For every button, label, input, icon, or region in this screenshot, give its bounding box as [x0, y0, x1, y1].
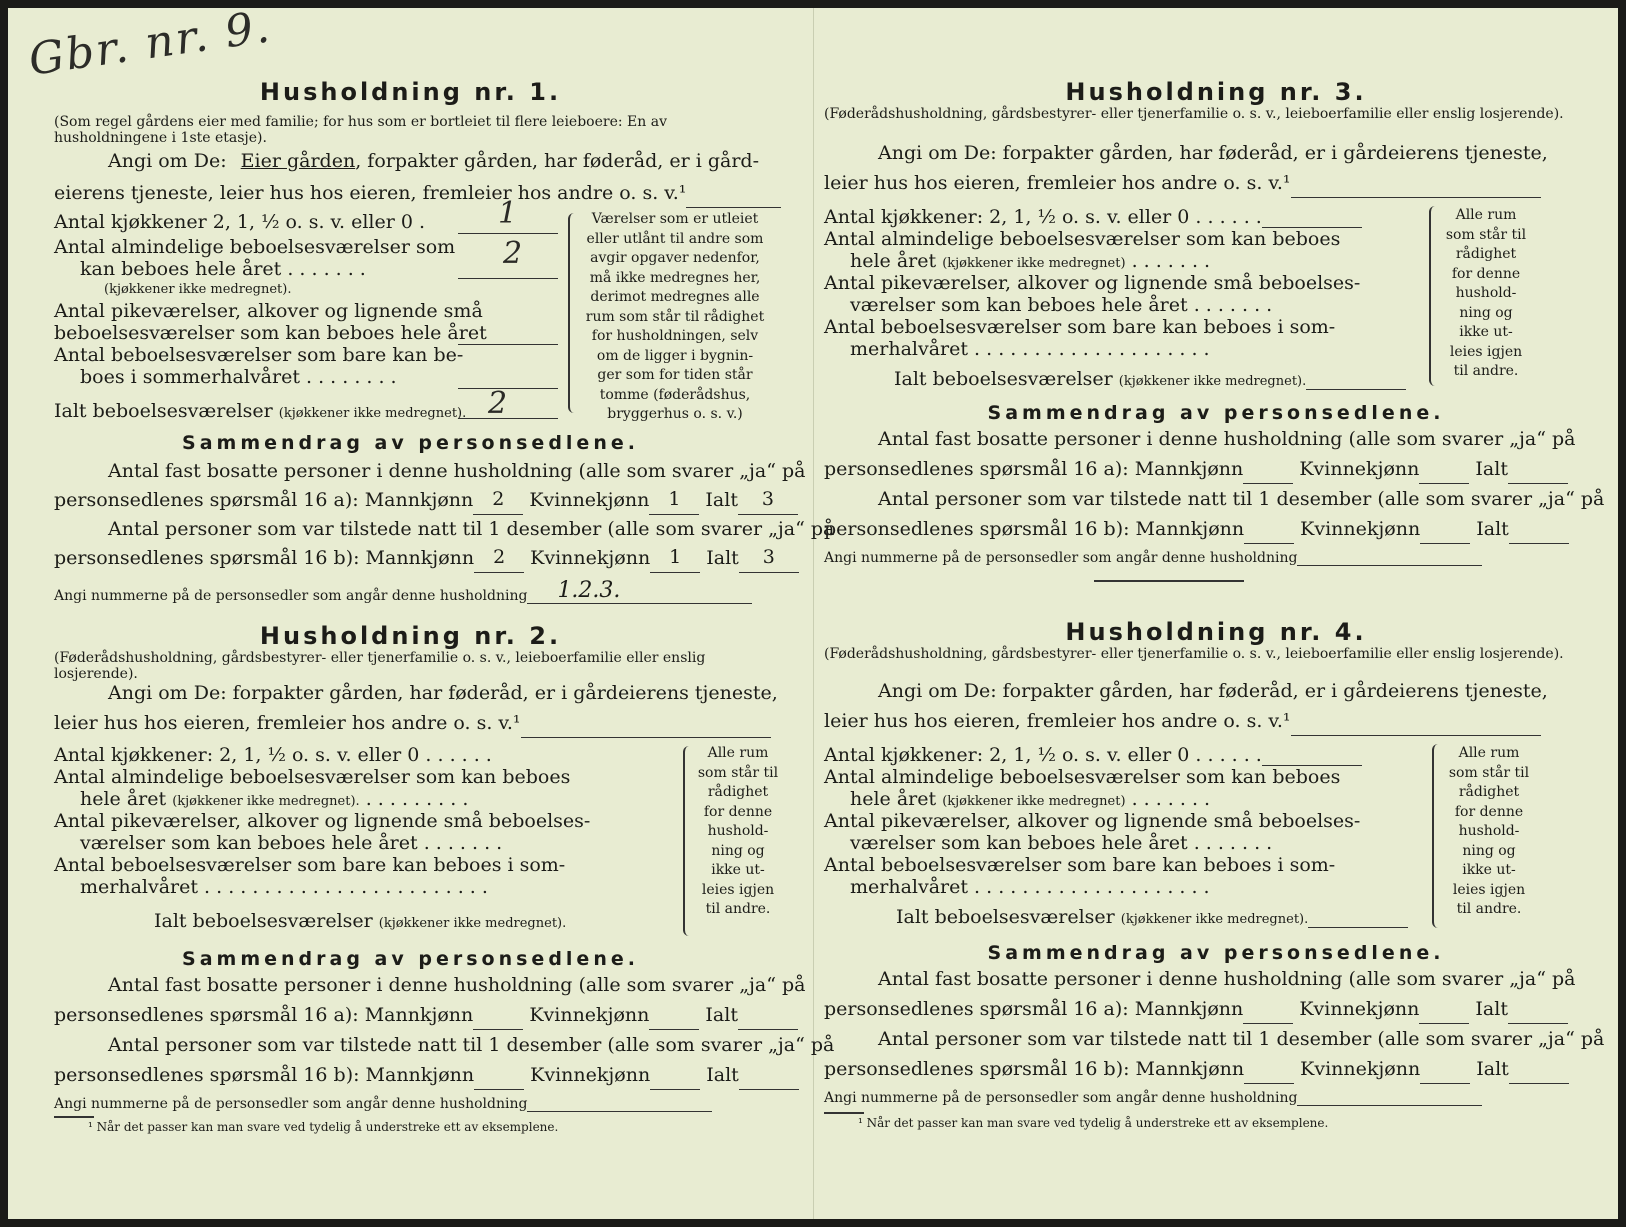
sommer2-label: merhalvåret [850, 338, 969, 360]
hh3-sommer-row1: Antal beboelsesværelser som bare kan beboes i som- [824, 316, 1336, 338]
kv-label: Kvinnekjønn [1299, 998, 1420, 1020]
ialt-label: Ialt beboelsesværelser [896, 906, 1115, 928]
ialt-note: (kjøkkener ikke medregnet). [1118, 374, 1307, 389]
brace-note-line: for denne [1454, 803, 1524, 820]
hh3-almind-row1: Antal almindelige beboelsesværelser som kan beboes [824, 228, 1341, 250]
hh4-almind-row2: hele året (kjøkkener ikke medregnet) . . . . . . . [850, 788, 1211, 810]
brace-note-line: som står til [1445, 226, 1527, 243]
hh3-angi1: Angi om De: forpakter gården, har føderåd, er i gårdeierens tjeneste, [878, 142, 1548, 164]
angi-label: Angi om De: [108, 150, 227, 172]
hh2-s1a: Antal fast bosatte personer i denne husholdning (alle som svarer „ja“ på [108, 974, 806, 996]
brace-note-line: bryggerhus o. s. v.) [607, 406, 743, 422]
household-2-title: Husholdning nr. 2. [259, 622, 562, 650]
hh2-almind-row2: hele året (kjøkkener ikke medregnet). . . . . . . . . . [80, 788, 469, 810]
ialt-note: (kjøkkener ikke medregnet). [1120, 912, 1309, 927]
hh3-s2a: Antal personer som var tilstede natt til 1 desember (alle som svarer „ja“ på [878, 488, 1605, 510]
num-label: Angi nummerne på de personsedler som angår denne husholdning [824, 550, 1298, 566]
ialt-label-a: Ialt [1475, 998, 1508, 1020]
hh2-s1b [54, 1000, 798, 1030]
kjokken-label: Antal kjøkkener: 2, 1, ½ o. s. v. eller 0 [824, 206, 1190, 228]
ialt-note: (kjøkkener ikke medregnet). [378, 916, 567, 931]
brace-note-line: for husholdningen, selv [591, 328, 759, 344]
kv-label: Kvinnekjønn [1299, 458, 1420, 480]
s2b-label: personsedlenes spørsmål 16 b): Mannkjønn [824, 1058, 1245, 1080]
pike2-label: værelser som kan beboes hele året [850, 294, 1188, 316]
household-3-title: Husholdning nr. 3. [1065, 78, 1367, 106]
ialt-label: Ialt beboelsesværelser [54, 400, 273, 422]
kv-label: Kvinnekjønn [529, 1004, 650, 1026]
kv-label-b: Kvinnekjønn [530, 547, 651, 569]
brace-note-line: for denne [1451, 265, 1521, 282]
s2b-label: personsedlenes spørsmål 16 b): Mannkjønn [54, 1064, 475, 1086]
hh3-ialt-row [894, 368, 1406, 390]
brace-note-line: rum som står til rådighet [585, 308, 765, 325]
hh1-mk-b[interactable]: 2 [474, 542, 524, 573]
hh1-almind-note: (kjøkkener ikke medregnet). [104, 282, 292, 297]
hh4-pike-row2: værelser som kan beboes hele året . . . . . . . [850, 832, 1273, 854]
hh1-num-value[interactable]: 1.2.3. [527, 578, 752, 604]
hh2-s2a: Antal personer som var tilstede natt til 1 desember (alle som svarer „ja“ på [108, 1034, 835, 1056]
almind2-note: (kjøkkener ikke medregnet) [942, 256, 1126, 271]
hh4-brace-note [1439, 744, 1539, 920]
hh2-ialt-row [154, 910, 566, 932]
hh3-mk-b[interactable] [1244, 543, 1294, 544]
hh4-s2b [824, 1054, 1569, 1084]
hh4-ialt-b[interactable] [1509, 1083, 1569, 1084]
hh1-almind-row1 [54, 236, 455, 258]
almind-label2: kan beboes hele året [80, 258, 282, 280]
brace-note-line: ger som for tiden står [597, 367, 753, 383]
brace-note-line: hushold- [1455, 285, 1517, 301]
hh4-sommer-row1: Antal beboelsesværelser som bare kan beboes i som- [824, 854, 1336, 876]
hh1-summary-title: Sammendrag av personsedlene. [182, 432, 639, 454]
household-1-angi-line1 [108, 146, 759, 176]
hh1-brace-note [580, 210, 770, 425]
angi2-label: leier hus hos eieren, fremleier hos andre o. s. v.¹ [54, 712, 521, 734]
section-divider [1094, 580, 1244, 582]
hh3-s1a: Antal fast bosatte personer i denne husholdning (alle som svarer „ja“ på [878, 428, 1576, 450]
brace-note-line: hushold- [707, 823, 769, 839]
hh1-ialt-b[interactable]: 3 [739, 542, 799, 573]
hh1-s1b [54, 484, 798, 515]
hh2-sommer-row2: merhalvåret . . . . . . . . . . . . . . . . . . . . . . . . [80, 876, 488, 898]
hh3-num-blank[interactable] [1297, 565, 1482, 566]
s1b-label: personsedlenes spørsmål 16 a): Mannkjønn [54, 489, 474, 511]
hh4-num-row [824, 1090, 1482, 1106]
ialt-label-a: Ialt [705, 489, 738, 511]
pike2-label: værelser som kan beboes hele året [850, 832, 1188, 854]
brace-note-line: eller utlånt til andre som [586, 230, 764, 247]
hh1-almind-value[interactable]: 2 [503, 236, 523, 271]
brace-note-line: til andre. [705, 901, 771, 917]
hh2-summary-title: Sammendrag av personsedlene. [182, 948, 639, 970]
hh1-kjokken-row: Antal kjøkkener 2, 1, ½ o. s. v. eller 0 . [54, 211, 426, 233]
hh2-angi1: Angi om De: forpakter gården, har føderåd, er i gårdeierens tjeneste, [108, 682, 778, 704]
brace-note-line: til andre. [1456, 901, 1522, 917]
hh1-pike-row2: beboelsesværelser som kan beboes hele året [54, 322, 487, 344]
brace-note-line: ning og [1459, 304, 1513, 321]
hh1-mk-a[interactable]: 2 [473, 484, 523, 515]
sommer-label2: boes i sommerhalvåret [80, 366, 300, 388]
almind2-note: (kjøkkener ikke medregnet) [942, 794, 1126, 809]
brace-note-line: Alle rum [1458, 745, 1520, 761]
hh3-num-row [824, 550, 1482, 566]
hh1-s1a: Antal fast bosatte personer i denne husholdning (alle som svarer „ja“ på [108, 460, 806, 482]
ialt-label-a: Ialt [1475, 458, 1508, 480]
hh4-angi1: Angi om De: forpakter gården, har føderåd, er i gårdeierens tjeneste, [878, 680, 1548, 702]
household-4-title: Husholdning nr. 4. [1065, 618, 1367, 646]
hh2-ialt-b[interactable] [739, 1089, 799, 1090]
brace-note-line: avgir opgaver nedenfor, [590, 250, 760, 266]
hh1-pike-row1: Antal pikeværelser, alkover og lignende små [54, 300, 483, 322]
hh3-angi-blank[interactable] [1291, 197, 1541, 198]
ialt-label-b: Ialt [1476, 1058, 1509, 1080]
kjokken-label: Antal kjøkkener: 2, 1, ½ o. s. v. eller 0 [54, 744, 420, 766]
hh4-pike-row1: Antal pikeværelser, alkover og lignende små beboelses- [824, 810, 1361, 832]
hh4-angi2 [824, 706, 1541, 736]
hh1-s2a: Antal personer som var tilstede natt til 1 desember (alle som svarer „ja“ på [108, 518, 835, 540]
brace-note-line: som står til [1448, 764, 1530, 781]
hh1-kv-a[interactable]: 1 [649, 484, 699, 515]
hh3-summary-title: Sammendrag av personsedlene. [987, 402, 1445, 424]
household-1-angi-line2 [54, 178, 781, 208]
hh1-sommer-line [458, 388, 558, 389]
angi-blank[interactable] [686, 207, 781, 208]
s1b-label: personsedlenes spørsmål 16 a): Mannkjønn [824, 998, 1244, 1020]
hh1-sommer-row2: boes i sommerhalvåret . . . . . . . . [80, 366, 397, 388]
kjokken-label: Antal kjøkkener 2, 1, ½ o. s. v. eller 0 [54, 211, 413, 233]
brace-note-line: for denne [703, 803, 773, 820]
hh4-ialt-blank[interactable] [1308, 927, 1408, 928]
hh2-sommer-row1: Antal beboelsesværelser som bare kan beboes i som- [54, 854, 566, 876]
ialt-label: Ialt beboelsesværelser [894, 368, 1113, 390]
hh2-pike-row2: værelser som kan beboes hele året . . . . . . . [80, 832, 503, 854]
ialt-label-b: Ialt [1476, 518, 1509, 540]
brace-note-line: derimot medregnes alle [590, 289, 760, 305]
hh1-ialt-a[interactable]: 3 [738, 484, 798, 515]
pike2-label: værelser som kan beboes hele året [80, 832, 418, 854]
hh1-ialt-row [54, 400, 466, 422]
hh2-footnote-rule [54, 1116, 94, 1118]
hh1-pike-line [458, 344, 558, 345]
angi-options-cont: eierens tjeneste, leier hus hos eieren, fremleier hos andre o. s. v.¹ [54, 182, 687, 204]
hh3-pike-row1: Antal pikeværelser, alkover og lignende små beboelses- [824, 272, 1361, 294]
ialt-label-b: Ialt [706, 1064, 739, 1086]
hh2-kv-b[interactable] [650, 1089, 700, 1090]
s2b-label: personsedlenes spørsmål 16 b): Mannkjønn [824, 518, 1245, 540]
kjokken-label: Antal kjøkkener: 2, 1, ½ o. s. v. eller 0 [824, 744, 1190, 766]
hh3-brace-note [1436, 206, 1536, 382]
brace-note-line: rådighet [707, 784, 769, 800]
hh4-num-blank[interactable] [1297, 1105, 1482, 1106]
hh3-ialt-blank[interactable] [1306, 389, 1406, 390]
household-1-title: Husholdning nr. 1. [259, 78, 562, 106]
almind2-note: (kjøkkener ikke medregnet). [172, 794, 360, 809]
hh2-pike-row1: Antal pikeværelser, alkover og lignende små beboelses- [54, 810, 591, 832]
hh4-ialt-row [896, 906, 1408, 928]
hh2-almind-row1: Antal almindelige beboelsesværelser som kan beboes [54, 766, 571, 788]
s1b-label: personsedlenes spørsmål 16 a): Mannkjønn [824, 458, 1244, 480]
ialt-label-a: Ialt [705, 1004, 738, 1026]
hh4-s1b [824, 994, 1568, 1024]
hh2-brace-note [688, 744, 788, 920]
brace-note-line: Alle rum [1455, 207, 1517, 223]
household-3-note: (Føderådshusholdning, gårdsbestyrer- eller tjenerfamilie o. s. v., leieboerfamilie eller enslig losjerende). [824, 106, 1564, 122]
hh3-pike-row2: værelser som kan beboes hele året . . . . . . . [850, 294, 1273, 316]
brace-note-line: ning og [1462, 842, 1516, 859]
almind2-label: hele året [850, 788, 937, 810]
brace-note-line: hushold- [1458, 823, 1520, 839]
hh4-mk-b[interactable] [1244, 1083, 1294, 1084]
brace-note-line: ning og [711, 842, 765, 859]
hh4-footnote: ¹ Når det passer kan man svare ved tydelig å understreke ett av eksemplene. [858, 1116, 1329, 1130]
hh3-sommer-row2: merhalvåret . . . . . . . . . . . . . . . . . . . . [850, 338, 1210, 360]
right-page [814, 8, 1618, 1219]
hh1-brace [568, 213, 578, 413]
brace-note-line: ikke ut- [711, 862, 765, 878]
hh4-almind-row1: Antal almindelige beboelsesværelser som kan beboes [824, 766, 1341, 788]
brace-note-line: tomme (føderådshus, [599, 386, 751, 403]
sommer2-label: merhalvåret [850, 876, 969, 898]
hh1-sommer-row1: Antal beboelsesværelser som bare kan be- [54, 344, 464, 366]
hh2-footnote: ¹ Når det passer kan man svare ved tydelig å understreke ett av eksemplene. [88, 1120, 559, 1134]
hh1-s2b [54, 542, 799, 573]
brace-note-line: om de ligger i bygnin- [596, 347, 754, 364]
hh2-angi2 [54, 708, 771, 738]
brace-note-line: til andre. [1453, 363, 1519, 379]
s2b-label: personsedlenes spørsmål 16 b): Mannkjønn [54, 547, 475, 569]
hh2-kjokken-row: Antal kjøkkener: 2, 1, ½ o. s. v. eller 0 . . . . . . [54, 744, 492, 766]
hh3-almind-row2: hele året (kjøkkener ikke medregnet) . . . . . . . [850, 250, 1211, 272]
brace-note-line: leies igjen [1449, 343, 1523, 360]
angi2-label: leier hus hos eieren, fremleier hos andre o. s. v.¹ [824, 172, 1291, 194]
brace-note-line: ikke ut- [1462, 862, 1516, 878]
hh2-num-blank[interactable] [527, 1111, 712, 1112]
num-label: Angi nummerne på de personsedler som angår denne husholdning [54, 1096, 528, 1112]
hh4-kv-b[interactable] [1420, 1083, 1470, 1084]
hh2-num-row [54, 1096, 712, 1112]
hh2-s2b [54, 1060, 799, 1090]
hh1-almind-line [458, 278, 558, 279]
almind2-label: hele året [80, 788, 167, 810]
s1b-label: personsedlenes spørsmål 16 a): Mannkjønn [54, 1004, 474, 1026]
document-spread [8, 1, 1618, 1219]
brace-note-line: leies igjen [1452, 881, 1526, 898]
kv-label-b: Kvinnekjønn [1300, 1058, 1421, 1080]
hh1-almind-row2: kan beboes hele året . . . . . . . [80, 258, 366, 280]
brace-note-line: ikke ut- [1459, 324, 1513, 340]
hh4-footnote-rule [824, 1112, 864, 1114]
almind2-label: hele året [850, 250, 937, 272]
sommer2-label: merhalvåret [80, 876, 199, 898]
hh3-angi2 [824, 168, 1541, 198]
angi-options: , forpakter gården, har føderåd, er i gård- [355, 150, 759, 172]
brace-note-line: Alle rum [707, 745, 769, 761]
hh1-ialt-line [458, 418, 558, 419]
hh2-mk-b[interactable] [474, 1089, 524, 1090]
kv-label-b: Kvinnekjønn [530, 1064, 651, 1086]
brace-note-line: rådighet [1455, 246, 1517, 262]
hh4-s1a: Antal fast bosatte personer i denne husholdning (alle som svarer „ja“ på [878, 968, 1576, 990]
brace-note-line: som står til [697, 764, 779, 781]
ialt-label-b: Ialt [706, 547, 739, 569]
num-label: Angi nummerne på de personsedler som angår denne husholdning [54, 588, 528, 604]
hh3-kv-b[interactable] [1420, 543, 1470, 544]
hh4-sommer-row2: merhalvåret . . . . . . . . . . . . . . . . . . . . [850, 876, 1210, 898]
household-4-note: (Føderådshusholdning, gårdsbestyrer- eller tjenerfamilie o. s. v., leieboerfamilie eller enslig losjerende). [824, 646, 1564, 662]
handwritten-annotation: Gbr. nr. 9. [25, 1, 275, 86]
hh3-s1b [824, 454, 1568, 484]
left-page [8, 1, 835, 1219]
num-label: Angi nummerne på de personsedler som angår denne husholdning [824, 1090, 1298, 1106]
hh4-angi-blank[interactable] [1291, 735, 1541, 736]
ialt-label: Ialt beboelsesværelser [154, 910, 373, 932]
hh1-kjokken-value[interactable]: 1 [498, 196, 518, 231]
hh1-kjokken-line [458, 233, 558, 234]
ialt-note: (kjøkkener ikke medregnet). [278, 406, 467, 421]
almind-label: Antal almindelige beboelsesværelser som [54, 236, 456, 258]
hh1-kv-b[interactable]: 1 [650, 542, 700, 573]
hh3-kjokken-row: Antal kjøkkener: 2, 1, ½ o. s. v. eller 0 . . . . . . [824, 206, 1362, 228]
household-1-note: (Som regel gårdens eier med familie; for hus som er bortleiet til flere leieboere: En av husholdningene i 1ste etasje). [54, 114, 667, 146]
hh4-summary-title: Sammendrag av personsedlene. [987, 942, 1445, 964]
kv-label-b: Kvinnekjønn [1300, 518, 1421, 540]
brace-note-line: må ikke medregnes her, [589, 269, 761, 286]
brace-note-line: leies igjen [701, 881, 775, 898]
hh4-kjokken-row: Antal kjøkkener: 2, 1, ½ o. s. v. eller 0 . . . . . . [824, 744, 1362, 766]
hh1-ialt-value[interactable]: 2 [488, 386, 508, 421]
brace-note-line: rådighet [1458, 784, 1520, 800]
household-2-note: (Føderådshusholdning, gårdsbestyrer- eller tjenerfamilie o. s. v., leieboerfamilie eller enslig losjerende). [54, 650, 706, 682]
hh4-s2a: Antal personer som var tilstede natt til 1 desember (alle som svarer „ja“ på [878, 1028, 1605, 1050]
hh3-s2b [824, 514, 1569, 544]
hh2-angi-blank[interactable] [521, 737, 771, 738]
hh1-num-row [54, 578, 752, 604]
hh3-ialt-b[interactable] [1509, 543, 1569, 544]
angi2-label: leier hus hos eieren, fremleier hos andre o. s. v.¹ [824, 710, 1291, 732]
angi-underlined-choice: Eier gården [240, 150, 356, 172]
brace-note-line: Værelser som er utleiet [591, 211, 759, 227]
kv-label: Kvinnekjønn [529, 489, 650, 511]
